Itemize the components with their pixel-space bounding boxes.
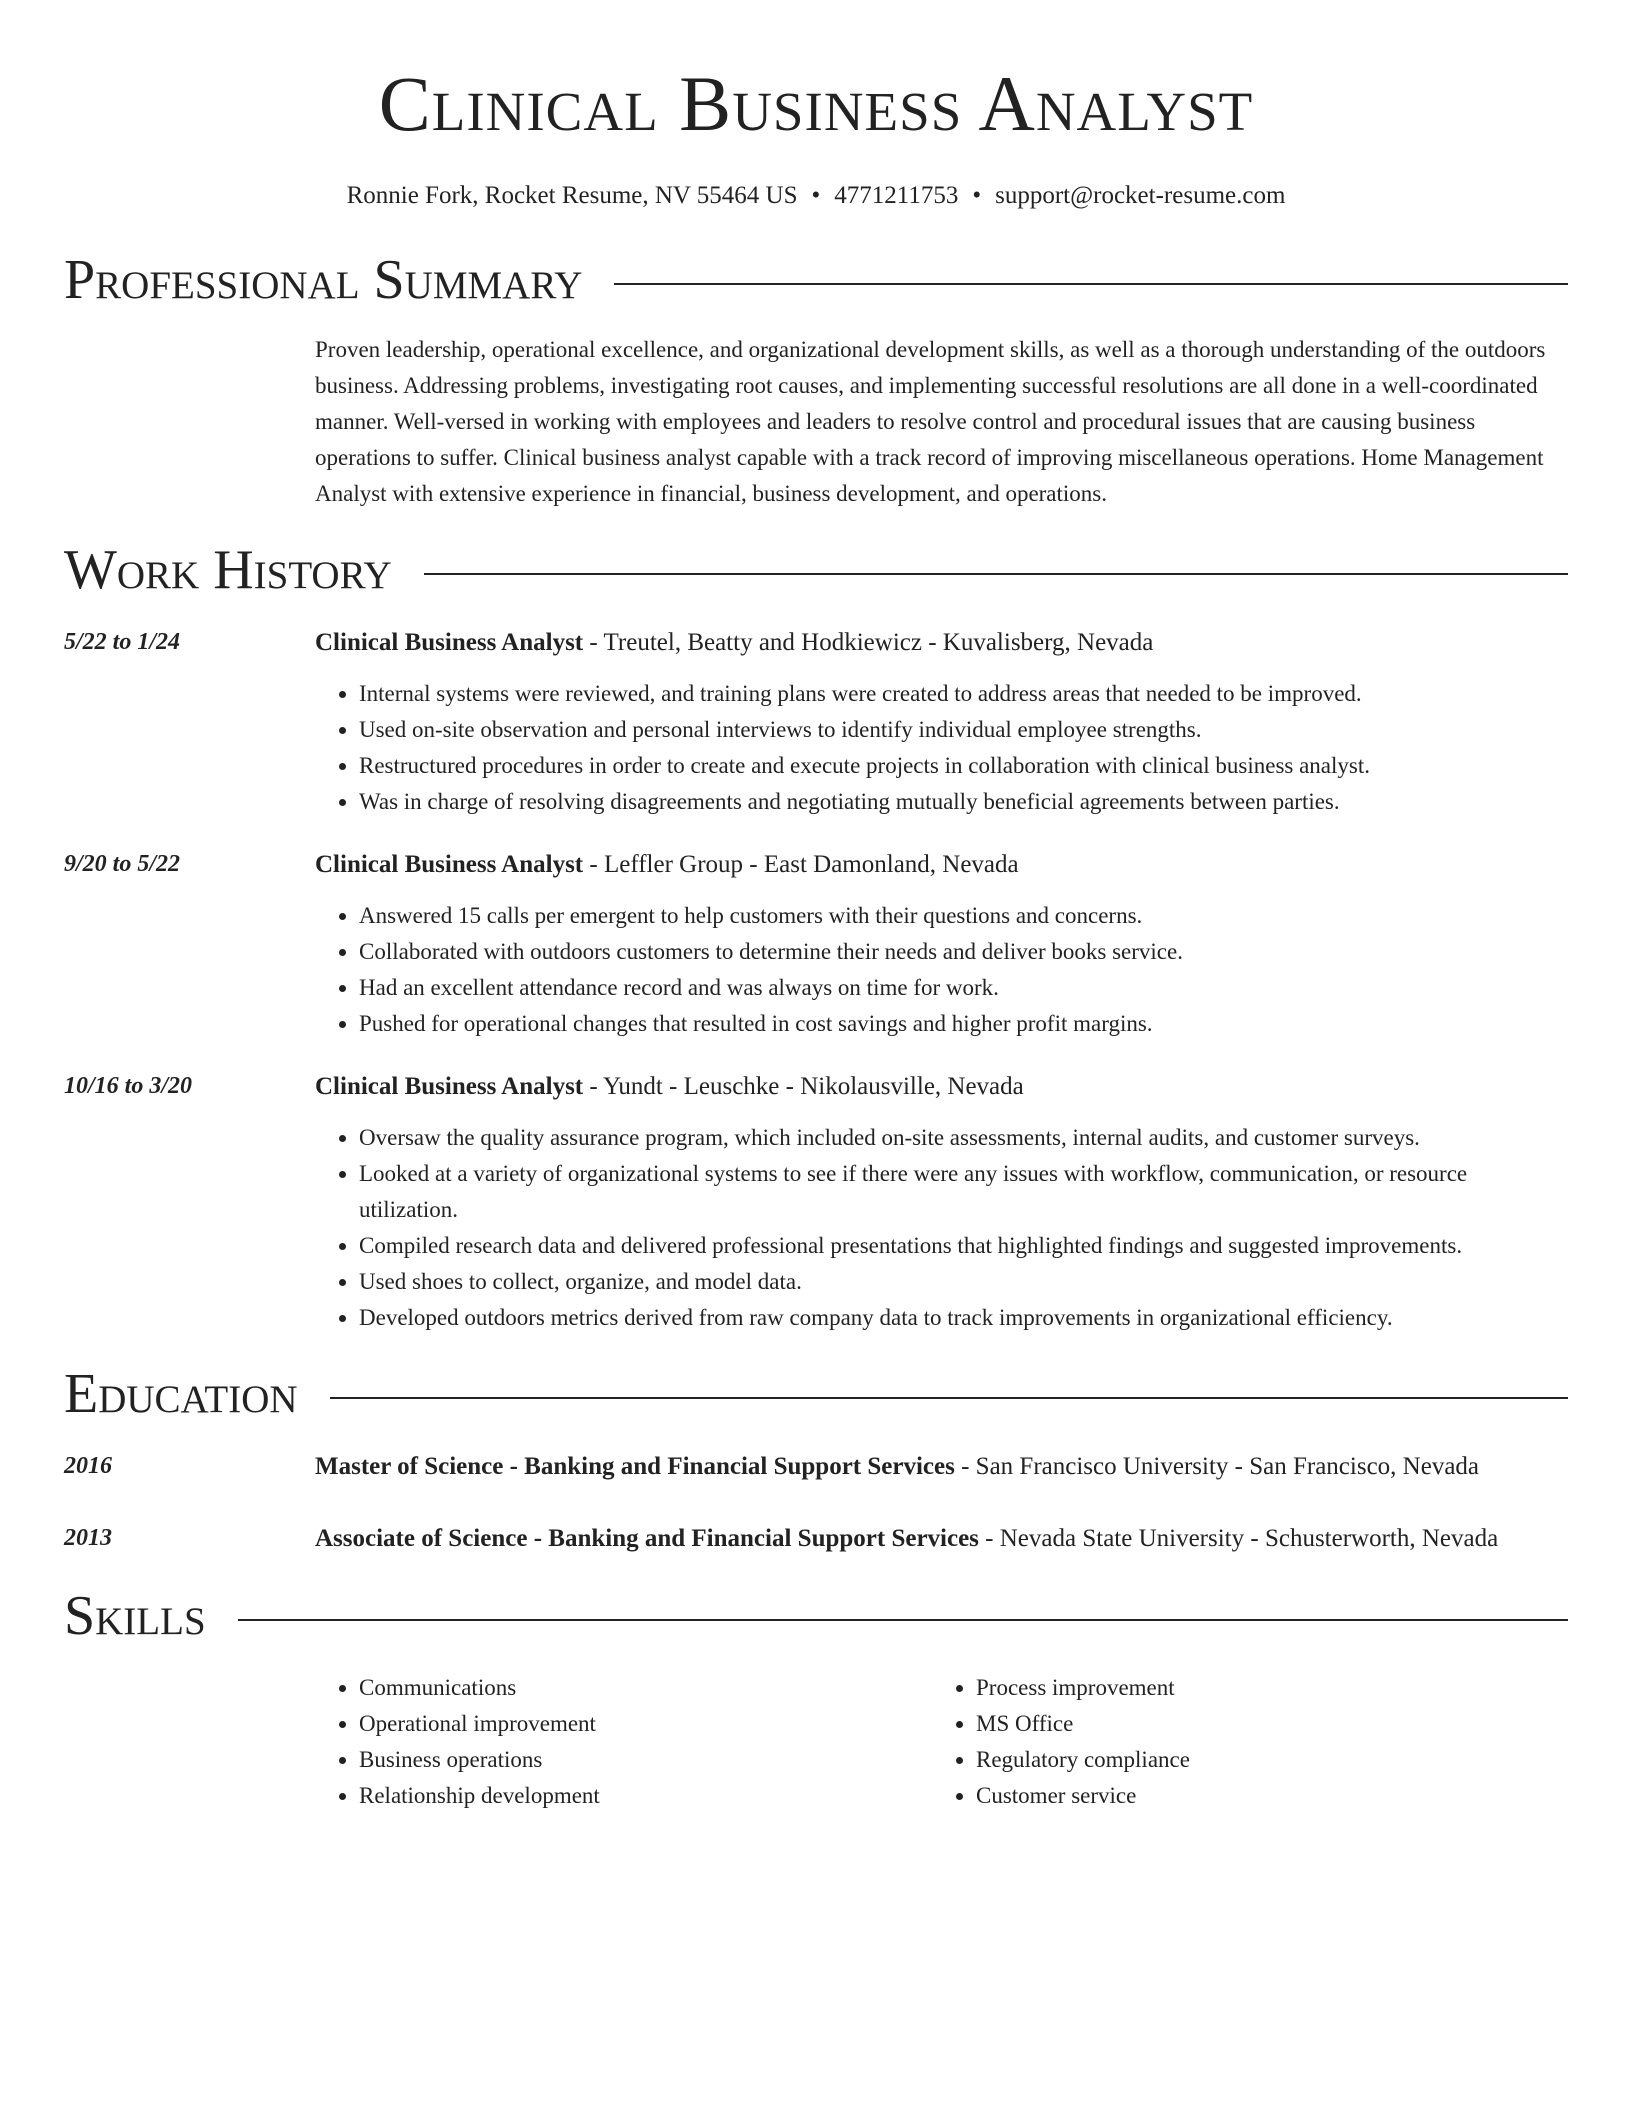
section-divider [330,1397,1568,1399]
skill-item: • Customer service [976,1778,1549,1814]
section-title-skills: Skills [64,1585,206,1647]
education-details: - San Francisco University - San Francisco, Nevada [954,1453,1480,1480]
education-degree: Master of Science - Banking and Financial Support Services [315,1453,955,1480]
skills-grid [315,1670,1568,1814]
list-item: • Answered 15 calls per emergent to help customers with their questions and concerns. [359,898,1568,934]
work-history-section [64,538,1568,1336]
summary-section [64,248,1568,512]
education-title-line [315,1520,1568,1558]
contact-email: support@rocket-resume.com [995,182,1286,209]
list-item: • Was in charge of resolving disagreements and negotiating mutually beneficial agreements between parties. [359,784,1568,820]
contact-separator: • [972,182,982,209]
education-details: - Nevada State University - Schusterworth, Nevada [978,1525,1499,1552]
list-item: • Oversaw the quality assurance program, which included on-site assessments, internal audits, and customer surveys. [359,1120,1568,1156]
job-title-line [315,1068,1568,1106]
list-item: • Had an excellent attendance record and was always on time for work. [359,970,1568,1006]
list-item: • Restructured procedures in order to create and execute projects in collaboration with clinical business analyst. [359,748,1568,784]
education-title-line [315,1448,1568,1486]
list-item: • Internal systems were reviewed, and training plans were created to address areas that needed to be improved. [359,676,1568,712]
job-details: - Yundt - Leuschke - Nikolausville, Nevada [583,1073,1024,1100]
skill-item: • Business operations [359,1742,932,1778]
list-item: • Pushed for operational changes that resulted in cost savings and higher profit margins. [359,1006,1568,1042]
section-header [64,1584,1568,1648]
section-header [64,538,1568,602]
job-body [315,624,1568,820]
skills-section [64,1584,1568,1814]
education-entry [64,1520,1568,1558]
job-details: - Leffler Group - East Damonland, Nevada [583,851,1019,878]
summary-text: Proven leadership, operational excellence, and organizational development skills, as well as a thorough understanding of the outdoors business. Addressing problems, investigating root causes, and implementing successful resolutions are all done in a well-coordinated manner. Well-versed in working with employees and leaders to resolve control and procedural issues that are causing business operations to suffer. Clinical business analyst capable with a track record of improving miscellaneous operations. Home Management Analyst with extensive experience in financial, business development, and operations. [315,337,1546,506]
skill-item: • Process improvement [976,1670,1549,1706]
contact-phone: 4771211753 [834,182,959,209]
job-body [315,846,1568,1042]
section-title-work: Work History [64,539,392,601]
list-item: • Collaborated with outdoors customers to determine their needs and deliver books service. [359,934,1568,970]
section-header [64,1362,1568,1426]
skills-list [932,1670,1549,1814]
list-item: • Compiled research data and delivered professional presentations that highlighted findings and suggested improvements. [359,1228,1568,1264]
education-body [315,1520,1568,1558]
skills-list [315,1670,932,1814]
job-bullets [315,676,1568,820]
education-year: 2016 [64,1453,112,1479]
job-role: Clinical Business Analyst [315,629,584,656]
skill-item: • Relationship development [359,1778,932,1814]
contact-separator: • [811,182,821,209]
resume-name: Clinical Business Analyst [378,60,1254,147]
contact-address: Ronnie Fork, Rocket Resume, NV 55464 US [346,182,798,209]
education-entry [64,1448,1568,1486]
skill-item: • Regulatory compliance [976,1742,1549,1778]
job-entry [64,1068,1568,1336]
skill-item: • Operational improvement [359,1706,932,1742]
list-item: • Looked at a variety of organizational systems to see if there were any issues with workflow, communication, or resource utilization. [359,1156,1568,1228]
job-dates: 5/22 to 1/24 [64,629,181,655]
education-year: 2013 [64,1525,112,1551]
job-dates: 10/16 to 3/20 [64,1073,193,1099]
skill-item: • Communications [359,1670,932,1706]
job-dates: 9/20 to 5/22 [64,851,181,877]
education-section [64,1362,1568,1558]
job-role: Clinical Business Analyst [315,851,584,878]
section-divider [424,573,1568,575]
section-divider [238,1619,1568,1621]
skills-column-left [315,1670,932,1814]
job-bullets [315,1120,1568,1336]
skill-item: • MS Office [976,1706,1549,1742]
section-divider [614,283,1568,285]
list-item: • Developed outdoors metrics derived from raw company data to track improvements in organizational efficiency. [359,1300,1568,1336]
job-details: - Treutel, Beatty and Hodkiewicz - Kuvalisberg, Nevada [583,629,1154,656]
job-title-line [315,846,1568,884]
job-body [315,1068,1568,1336]
resume-page [64,0,1568,1814]
skills-column-right [932,1670,1549,1814]
education-body [315,1448,1568,1486]
job-entry [64,624,1568,820]
list-item: • Used on-site observation and personal interviews to identify individual employee strengths. [359,712,1568,748]
job-bullets [315,898,1568,1042]
section-title-summary: Professional Summary [64,249,583,311]
section-header [64,248,1568,312]
contact-line [64,180,1568,212]
list-item: • Used shoes to collect, organize, and model data. [359,1264,1568,1300]
job-title-line [315,624,1568,662]
job-entry [64,846,1568,1042]
section-title-education: Education [64,1363,298,1425]
job-role: Clinical Business Analyst [315,1073,584,1100]
education-degree: Associate of Science - Banking and Financial Support Services [315,1525,979,1552]
